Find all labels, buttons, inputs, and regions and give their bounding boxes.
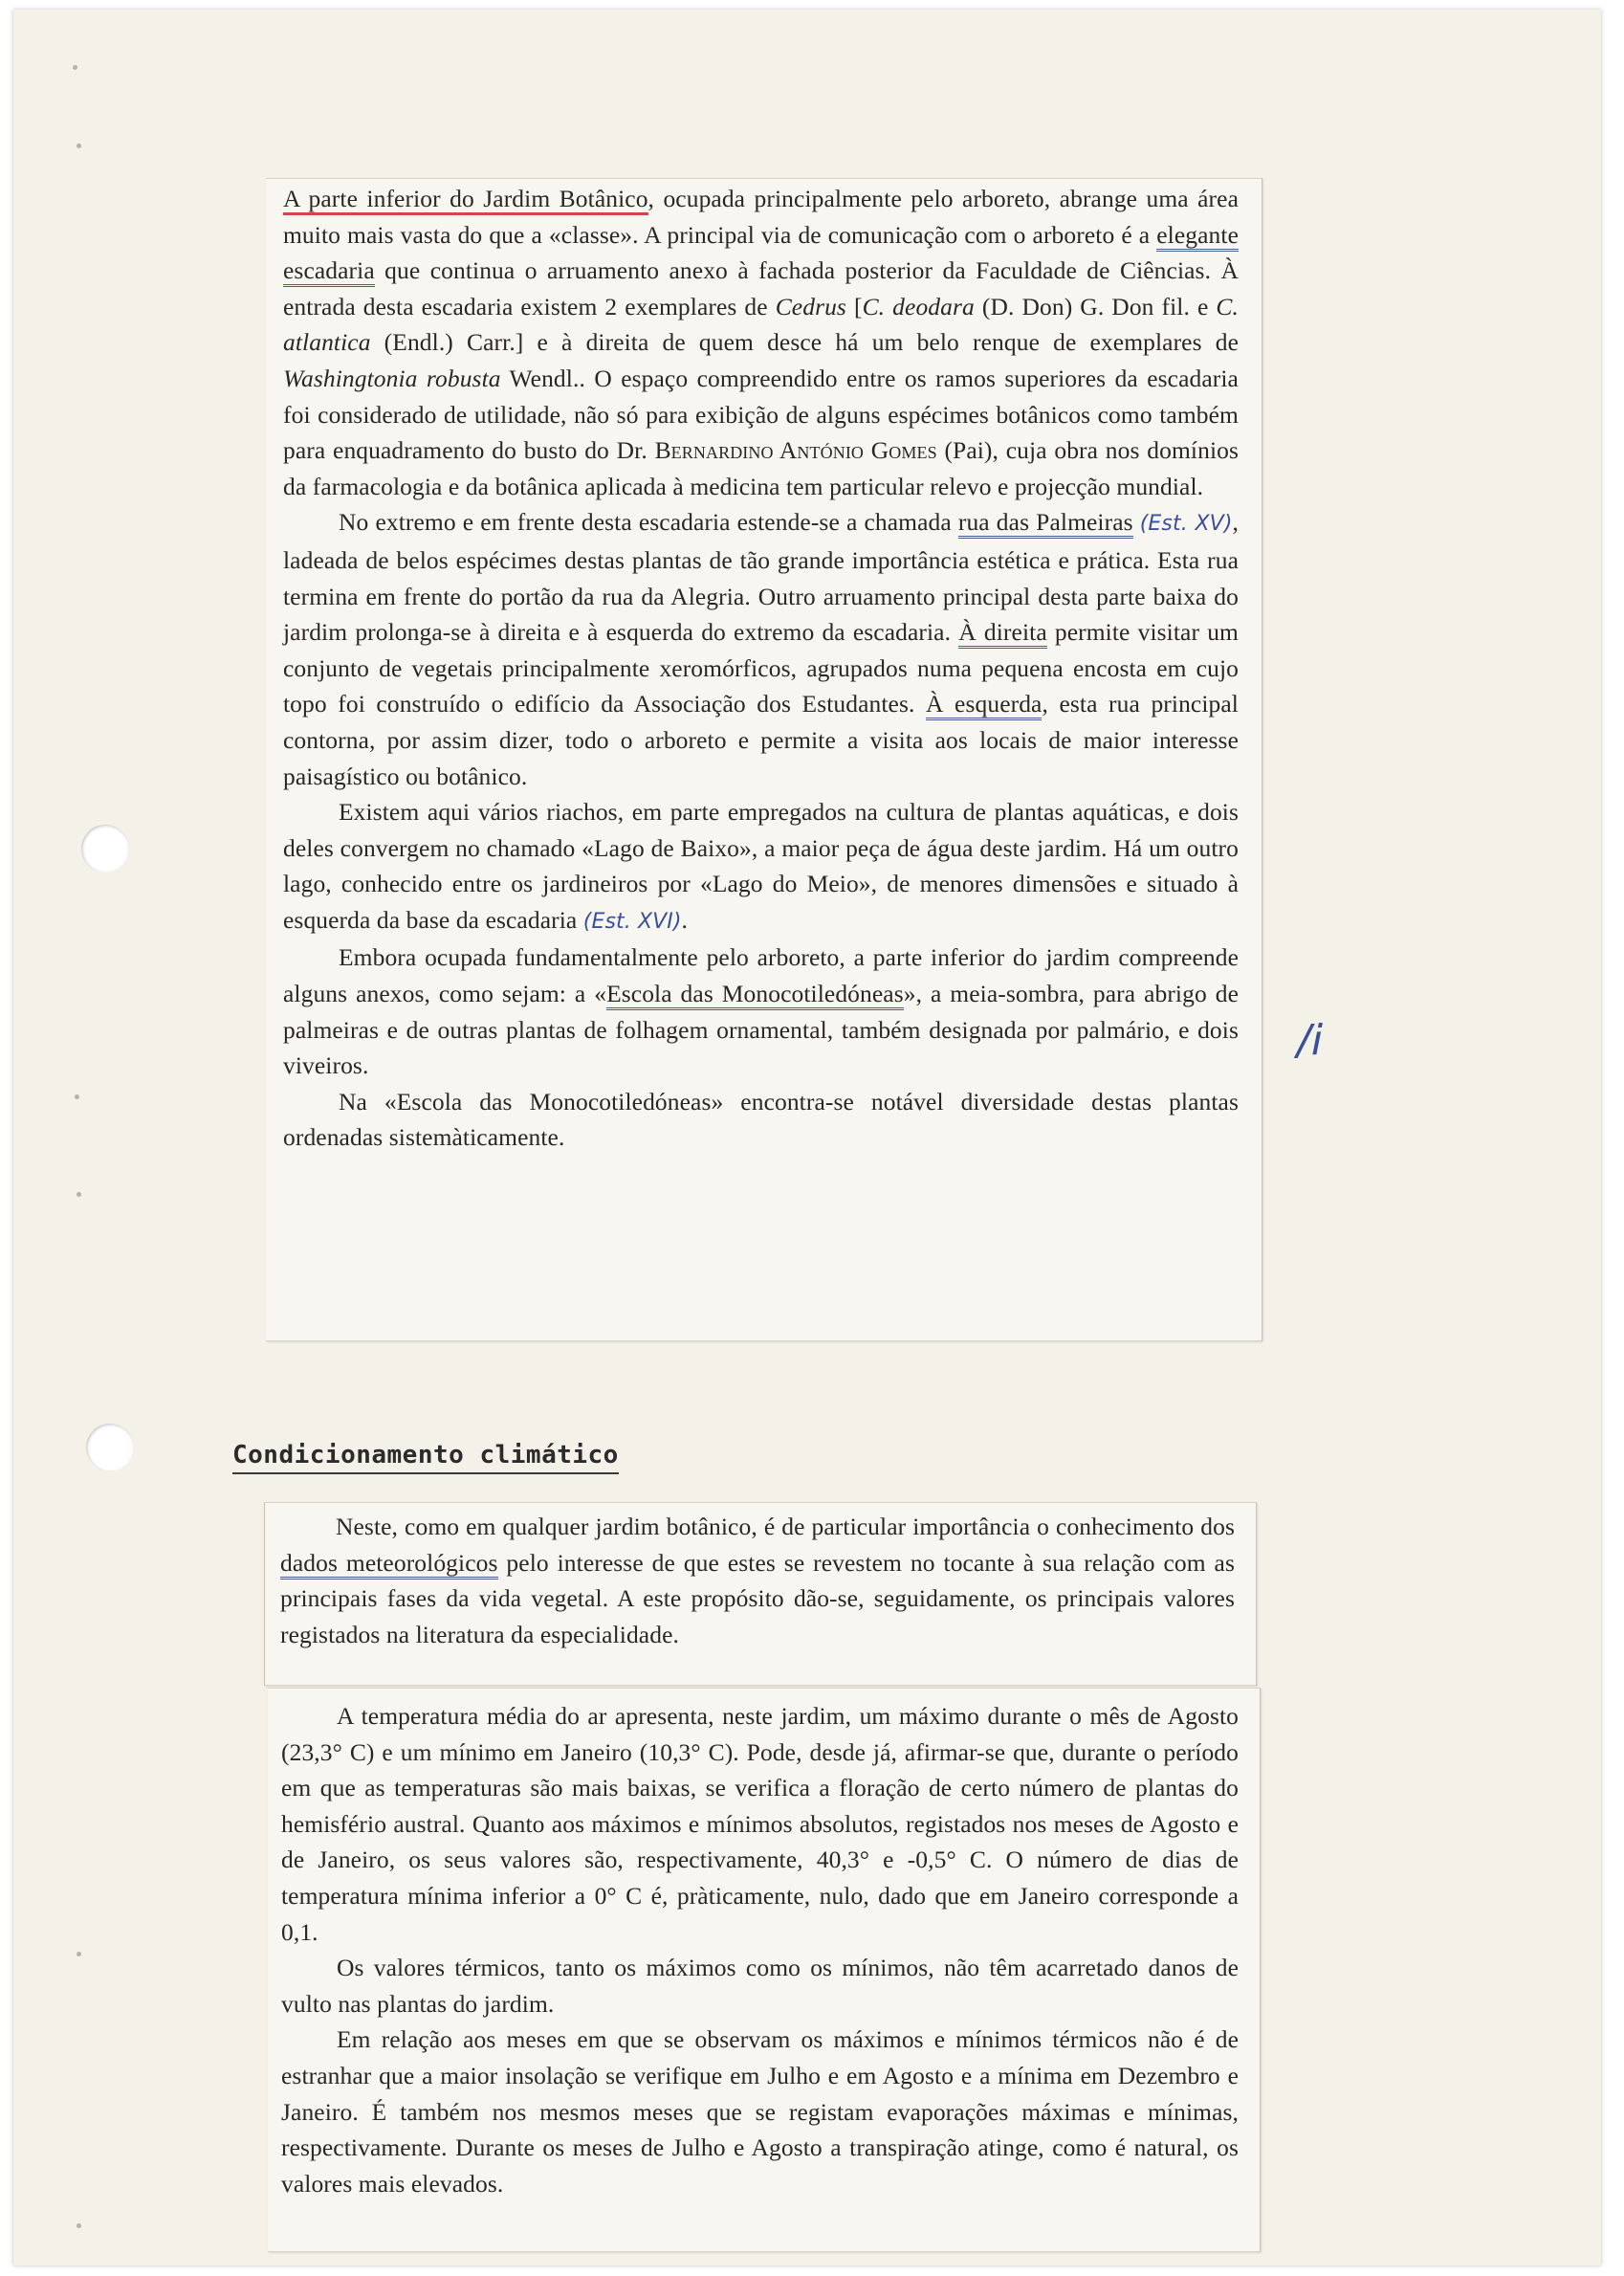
paragraph-rua-palmeiras: No extremo e em frente desta escadaria estende-se a chamada rua das Palmeiras (Est. XV), ladeada de belos espécimes destas plantas de tão grande importância estética e prática. Esta rua termina em frente do portão da rua da Alegria. Outro arruamento principal desta parte baixa do jardim prolonga-se à direita e à esquerda do extremo da escadaria. À direita permite visitar um conjunto de vegetais principalmente xeromórficos, agrupados numa pequena encosta em cujo topo foi construído o edifício da Associação dos Estudantes. À esquerda, esta rua principal contorna, por assim dizer, todo o arboreto e permite a visita aos locais de maior interesse paisagístico ou botânico. [283, 508, 1239, 790]
punch-hole-top [81, 825, 129, 873]
underlined-phrase: À direita [958, 618, 1047, 649]
handwritten-reference: (Est. XVI) [582, 909, 682, 934]
paragraph-insolacao: Em relação aos meses em que se observam os máximos e mínimos térmicos não é de estranhar que a maior insolação se verifique em Julho e em Agosto e a mínima em Dezembro e Janeiro. É também nos mesmos meses que se registam evaporações máximas e mínimas, respectivamente. Durante os meses de Julho e Agosto a transpiração atinge, como é natural, os valores mais elevados. [281, 2025, 1239, 2198]
text-clipping-intro-meteorologia [264, 1502, 1257, 1686]
species-name: Cedrus [775, 292, 846, 320]
paper-speck [77, 2223, 81, 2228]
paragraph-temperatura: A temperatura média do ar apresenta, neste jardim, um máximo durante o mês de Agosto (23,3° C) e um mínimo em Janeiro (10,3° C). Pode, desde já, afirmar-se que, durante o período em que as temperaturas são mais baixas, se verifica a floração de certo número de plantas do hemisfério austral. Quanto aos máximos e mínimos absolutos, registados nos meses de Agosto e de Janeiro, os seus valores são, respectivamente, 40,3° e -0,5° C. O número de dias de temperatura mínima inferior a 0° C é, pràticamente, nulo, dado que em Janeiro corresponde a 0,1. [281, 1702, 1239, 1946]
paragraph-dados-meteorologicos: Neste, como em qualquer jardim botânico, é de particular importância o conhecimento dos dados meteorológicos pelo interesse de que estes se revestem no tocante à sua relação com as principais fases da vida vegetal. A este propósito dão-se, seguidamente, os principais valores registados na literatura da especialidade. [280, 1513, 1236, 1648]
species-name: Washingtonia robusta [283, 364, 501, 392]
underlined-phrase: elegante escadaria [283, 221, 1239, 288]
paper-speck [77, 1952, 81, 1956]
text-clipping-arboreto [266, 178, 1262, 1341]
paragraph-anexos: Embora ocupada fundamentalmente pelo arboreto, a parte inferior do jardim compreende alguns anexos, como sejam: a «Escola das Monocotiledóneas», a meia-sombra, para abrigo de palmeiras e de outras plantas de folhagem ornamental, também designada por palmário, e dois viveiros. [283, 943, 1239, 1080]
text-clipping-temperatura [268, 1688, 1261, 2252]
paragraph-escadaria: A parte inferior do Jardim Botânico, ocupada principalmente pelo arboreto, abrange uma área muito mais vasta do que a «classe». A principal via de comunicação com o arboreto é a elegante escadaria que continua o arruamento anexo à fachada posterior da Faculdade de Ciências. À entrada desta escadaria existem 2 exemplares de Cedrus [C. deodara (D. Don) G. Don fil. e C. atlantica (Endl.) Carr.] e à direita de quem desce há um belo renque de exemplares de Washingtonia robusta Wendl.. O espaço compreendido entre os ramos superiores da escadaria foi considerado de utilidade, não só para exibição de alguns espécimes botânicos como também para enquadramento do busto do Dr. Bernardino António Gomes (Pai), cuja obra nos domínios da farmacologia e da botânica aplicada à medicina tem particular relevo e projecção mundial. [283, 185, 1240, 500]
underlined-phrase: A parte inferior do Jardim Botânico [283, 185, 648, 215]
section-heading: Condicionamento climático [232, 1441, 619, 1474]
handwritten-margin-note: /i [1297, 1016, 1324, 1065]
person-name: Bernardino António Gomes [654, 436, 937, 465]
underlined-phrase: rua das Palmeiras [958, 508, 1133, 539]
punch-hole-bottom [86, 1424, 134, 1471]
species-name: C. atlantica [283, 292, 1239, 357]
paragraph-valores-termicos: Os valores térmicos, tanto os máximos como os mínimos, não têm acarretado danos de vulto nas plantas do jardim. [281, 1954, 1239, 2018]
species-name: C. deodara [862, 292, 975, 320]
underlined-phrase: dados meteorológicos [280, 1549, 498, 1580]
underlined-phrase: À esquerda [926, 690, 1042, 720]
paragraph-monocotiledoneas: Na «Escola das Monocotiledóneas» encontra-se notável diversidade destas plantas ordenadas sistemàticamente. [283, 1087, 1239, 1152]
paper-speck [77, 144, 81, 148]
paper-speck [73, 65, 77, 70]
paper-speck [77, 1192, 81, 1197]
handwritten-reference: (Est. XV) [1139, 512, 1233, 537]
paper-speck [75, 1094, 79, 1099]
underlined-phrase: Escola das Monocotiledóneas [606, 980, 904, 1010]
paragraph-lagos: Existem aqui vários riachos, em parte empregados na cultura de plantas aquáticas, e dois deles convergem no chamado «Lago de Baixo», a maior peça de água deste jardim. Há um outro lago, conhecido entre os jardineiros por «Lago do Meio», de menores dimensões e situado à esquerda da base da escadaria (Est. XVI). [283, 798, 1239, 934]
